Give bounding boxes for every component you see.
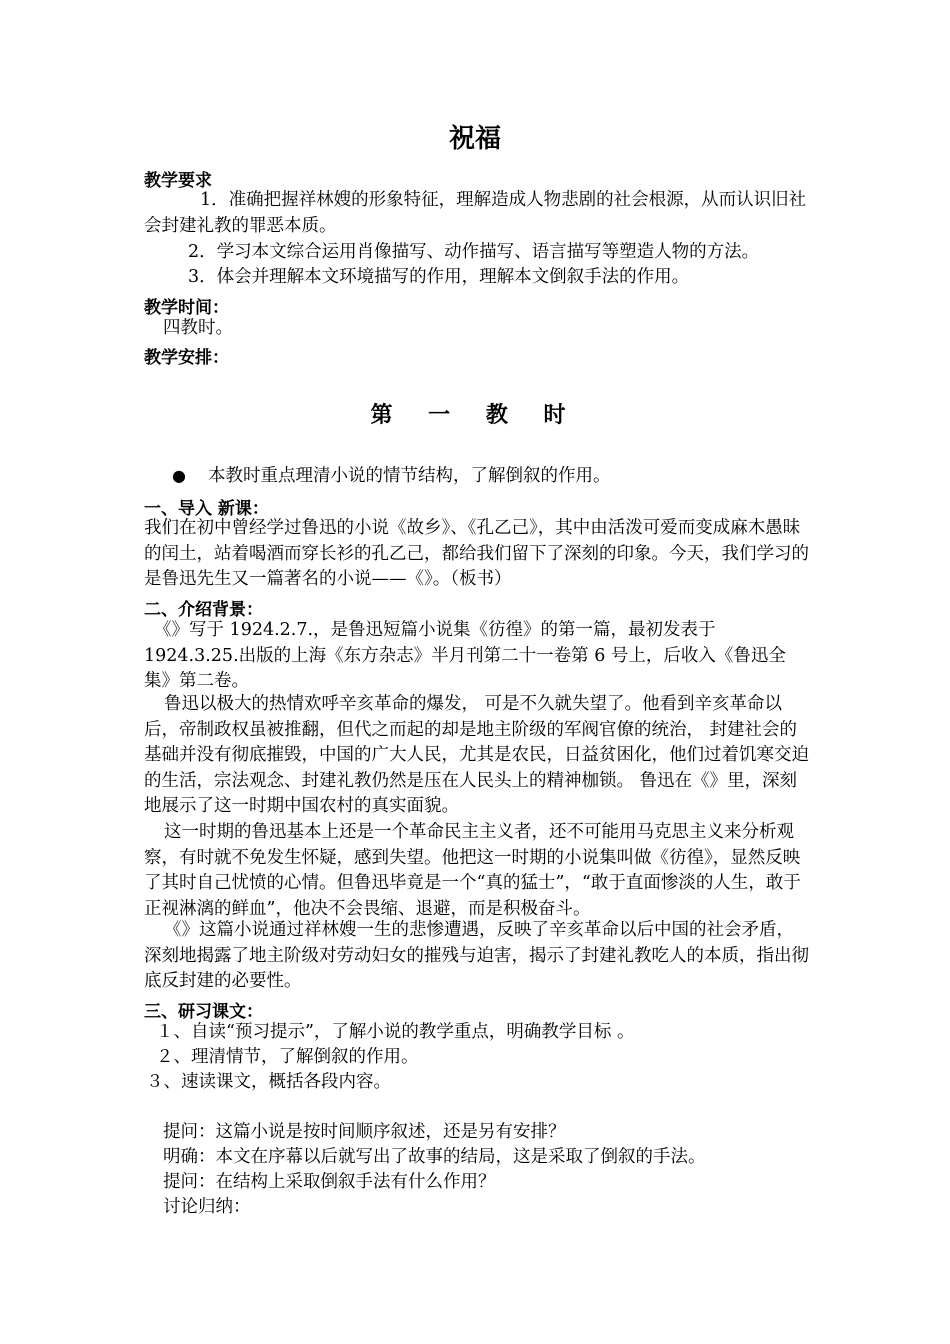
study-item-2: ２、理清情节，了解倒叙的作用。	[156, 1047, 419, 1067]
intro-heading: 一、导入 新课：	[144, 499, 269, 519]
time-heading: 教学时间：	[144, 298, 229, 318]
lesson-focus: 本教时重点理清小说的情节结构，了解倒叙的作用。	[208, 466, 611, 486]
requirement-item-2: 2．学习本文综合运用肖像描写、动作描写、语言描写等塑造人物的方法。	[188, 242, 760, 262]
study-heading: 三、研习课文：	[144, 1002, 263, 1022]
study-item-1: １、自读“预习提示”，了解小说的教学重点，明确教学目标 。	[156, 1022, 635, 1042]
arrangement-heading: 教学安排：	[144, 348, 229, 368]
discussion-label: 讨论归纳：	[163, 1197, 251, 1217]
bullet-icon: ●	[172, 466, 186, 485]
lesson-title: 第 一 教 时	[370, 403, 580, 428]
background-paragraph-3: 这一时期的鲁迅基本上还是一个革命民主主义者，还不可能用马克思主义来分析观察，有时就不免发生怀疑，感到失望。他把这一时期的小说集叫做《彷徨》，显然反映了其时自己忧愤的心情。但鲁迅毕竟是一个“真的猛士”，“敢于直面惨淡的人生，敢于正视淋漓的鲜血”，他决不会畏缩、退避，而是积极奋斗。	[144, 822, 801, 919]
requirement-item-3: 3．体会并理解本文环境描写的作用，理解本文倒叙手法的作用。	[188, 267, 690, 287]
intro-paragraph: 我们在初中曾经学过鲁迅的小说《故乡》、《孔乙己》，其中由活泼可爱而变成麻木愚昧的闰土，站着喝酒而穿长衫的孔乙己，都给我们留下了深刻的印象。今天，我们学习的是鲁迅先生又一篇著名的小说——《》。（板书）	[144, 518, 809, 589]
time-value: 四教时。	[163, 318, 233, 338]
background-paragraph-4: 《》这篇小说通过祥林嫂一生的悲惨遭遇，反映了辛亥革命以后中国的社会矛盾，深刻地揭露了地主阶级对劳动妇女的摧残与迫害，揭示了封建礼教吃人的本质，指出彻底反封建的必要性。	[144, 920, 809, 991]
answer-1: 明确：本文在序幕以后就写出了故事的结局，这是采取了倒叙的手法。	[163, 1147, 706, 1167]
background-paragraph-1: 《》写于 1924.2.7.，是鲁迅短篇小说集《彷徨》的第一篇，最初发表于 1924.3.25.出版的上海《东方杂志》半月刊第二十一卷第 6 号上，后收入《鲁迅全集》第二卷。	[144, 620, 786, 691]
requirements-heading: 教学要求	[144, 171, 212, 191]
background-heading: 二、介绍背景：	[144, 600, 263, 620]
question-2: 提问：在结构上采取倒叙手法有什么作用？	[163, 1172, 496, 1192]
document-title: 祝福	[448, 124, 501, 154]
background-paragraph-2: 鲁迅以极大的热情欢呼辛亥革命的爆发， 可是不久就失望了。他看到辛亥革命以后，帝制政权虽被推翻，但代之而起的却是地主阶级的军阀官僚的统治， 封建社会的基础并没有彻底摧毁，中国的广大人民，尤其是农民，日益贫困化，他们过着饥寒交迫的生活，宗法观念、封建礼教仍然是压在人民头上的精神枷锁。 鲁迅在《》里，深刻地展示了这一时期中国农村的真实面貌。	[144, 694, 809, 816]
study-item-3: ３、速读课文，概括各段内容。	[146, 1072, 391, 1092]
requirement-item-1: 1．准确把握祥林嫂的形象特征，理解造成人物悲剧的社会根源，从而认识旧社会封建礼教的罪恶本质。	[144, 190, 807, 236]
question-1: 提问：这篇小说是按时间顺序叙述，还是另有安排？	[163, 1122, 566, 1142]
